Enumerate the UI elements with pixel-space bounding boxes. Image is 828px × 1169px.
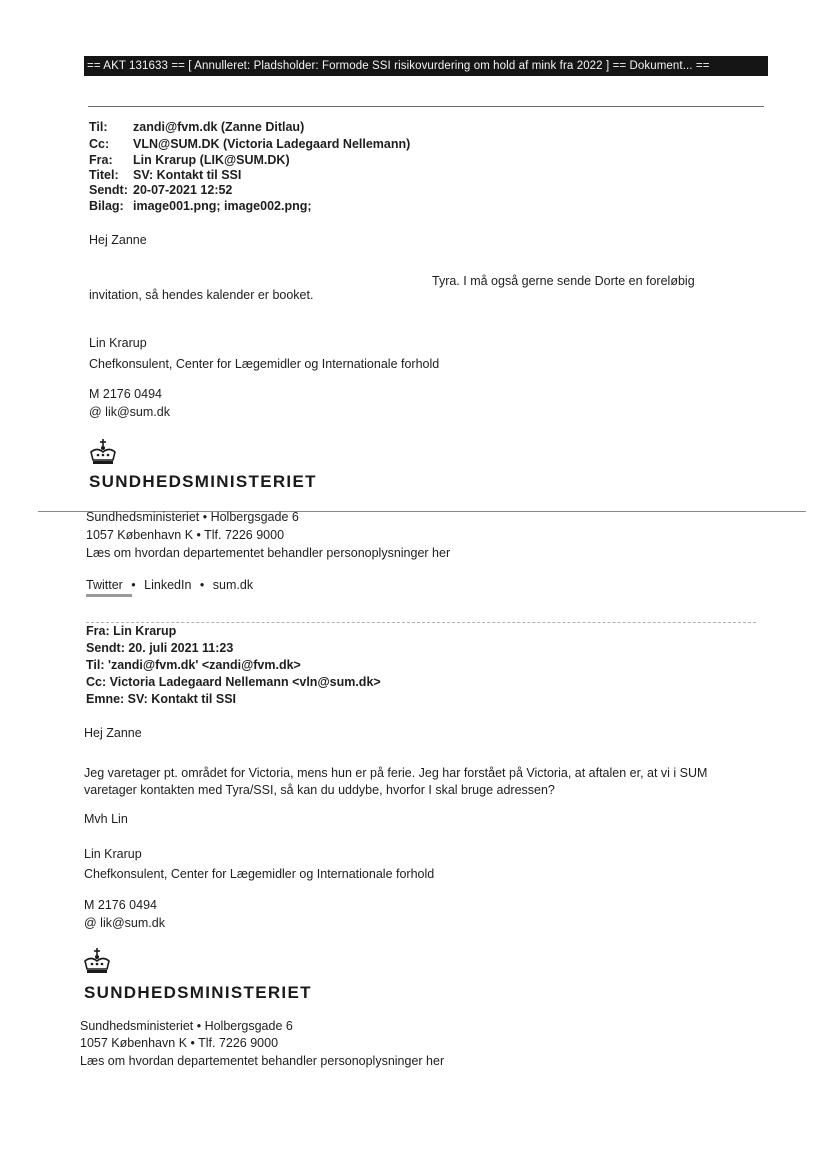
attachments-value: image001.png; image002.png; xyxy=(133,199,312,213)
closing: Mvh Lin xyxy=(84,812,128,826)
privacy-link[interactable]: Læs om hvordan departementet behandler personoplysninger her xyxy=(86,546,451,560)
sent-label: Sendt: xyxy=(89,183,128,197)
subject-label: Titel: xyxy=(89,168,119,182)
quoted-to: Til: 'zandi@fvm.dk' <zandi@fvm.dk> xyxy=(86,658,301,672)
ministry-logo-text-2: SUNDHEDSMINISTERIET xyxy=(84,983,312,1002)
signature-name-2: Lin Krarup xyxy=(84,847,142,861)
signature-phone-2: M 2176 0494 xyxy=(84,898,157,912)
privacy-link-2[interactable]: Læs om hvordan departementet behandler personoplysninger her xyxy=(80,1054,445,1068)
header-divider xyxy=(88,106,764,107)
crown-logo-icon xyxy=(82,947,112,977)
quoted-cc: Cc: Victoria Ladegaard Nellemann <vln@sum.dk> xyxy=(86,675,381,689)
from-label: Fra: xyxy=(89,153,113,167)
signature-phone: M 2176 0494 xyxy=(89,387,162,401)
greeting: Hej Zanne xyxy=(89,233,147,247)
sent-value: 20-07-2021 12:52 xyxy=(133,183,233,197)
signature-name: Lin Krarup xyxy=(89,336,147,350)
from-value: Lin Krarup (LIK@SUM.DK) xyxy=(133,153,290,167)
website-link[interactable]: sum.dk xyxy=(212,578,254,592)
crown-logo-icon xyxy=(88,438,118,468)
cc-value: VLN@SUM.DK (Victoria Ladegaard Nellemann) xyxy=(133,137,411,151)
address-line-1-2: Sundhedsministeriet • Holbergsgade 6 xyxy=(80,1019,293,1033)
subject-value: SV: Kontakt til SSI xyxy=(133,168,242,182)
message-line: invitation, så hendes kalender er booket. xyxy=(89,288,314,302)
linkedin-link[interactable]: LinkedIn xyxy=(144,578,192,592)
social-links xyxy=(86,578,253,592)
message-paragraph-line-2: varetager kontakten med Tyra/SSI, så kan du uddybe, hvorfor I skal bruge adressen? xyxy=(84,783,555,797)
separator: • xyxy=(199,578,205,592)
address-line-2-2: 1057 København K • Tlf. 7226 9000 xyxy=(80,1036,279,1050)
to-value: zandi@fvm.dk (Zanne Ditlau) xyxy=(133,120,305,134)
to-label: Til: xyxy=(89,120,108,134)
ministry-logo-text: SUNDHEDSMINISTERIET xyxy=(89,472,317,491)
greeting-2: Hej Zanne xyxy=(84,726,142,740)
quoted-sent: Sendt: 20. juli 2021 11:23 xyxy=(86,641,234,655)
address-line-1: Sundhedsministeriet • Holbergsgade 6 xyxy=(86,510,299,524)
quoted-from: Fra: Lin Krarup xyxy=(86,624,177,638)
document-banner: == AKT 131633 == [ Annulleret: Pladsholder: Formode SSI risikovurdering om hold af mink fra 2022 ] == Dokument... == xyxy=(84,56,768,76)
cc-label: Cc: xyxy=(89,137,110,151)
message-paragraph-line-1: Jeg varetager pt. området for Victoria, mens hun er på ferie. Jeg har forstået på Victoria, at aftalen er, at vi i SUM xyxy=(84,766,708,780)
quoted-subject: Emne: SV: Kontakt til SSI xyxy=(86,692,237,706)
twitter-link[interactable]: Twitter xyxy=(86,578,123,592)
signature-email-2: @ lik@sum.dk xyxy=(84,916,165,930)
twitter-underline xyxy=(86,594,132,597)
quoted-divider xyxy=(86,622,756,623)
signature-title-2: Chefkonsulent, Center for Lægemidler og Internationale forhold xyxy=(84,867,435,881)
signature-email: @ lik@sum.dk xyxy=(89,405,170,419)
address-line-2: 1057 København K • Tlf. 7226 9000 xyxy=(86,528,285,542)
signature-title: Chefkonsulent, Center for Lægemidler og Internationale forhold xyxy=(89,357,440,371)
message-line-partial: Tyra. I må også gerne sende Dorte en foreløbig xyxy=(432,274,695,288)
separator: • xyxy=(131,578,136,592)
attachments-label: Bilag: xyxy=(89,199,124,213)
